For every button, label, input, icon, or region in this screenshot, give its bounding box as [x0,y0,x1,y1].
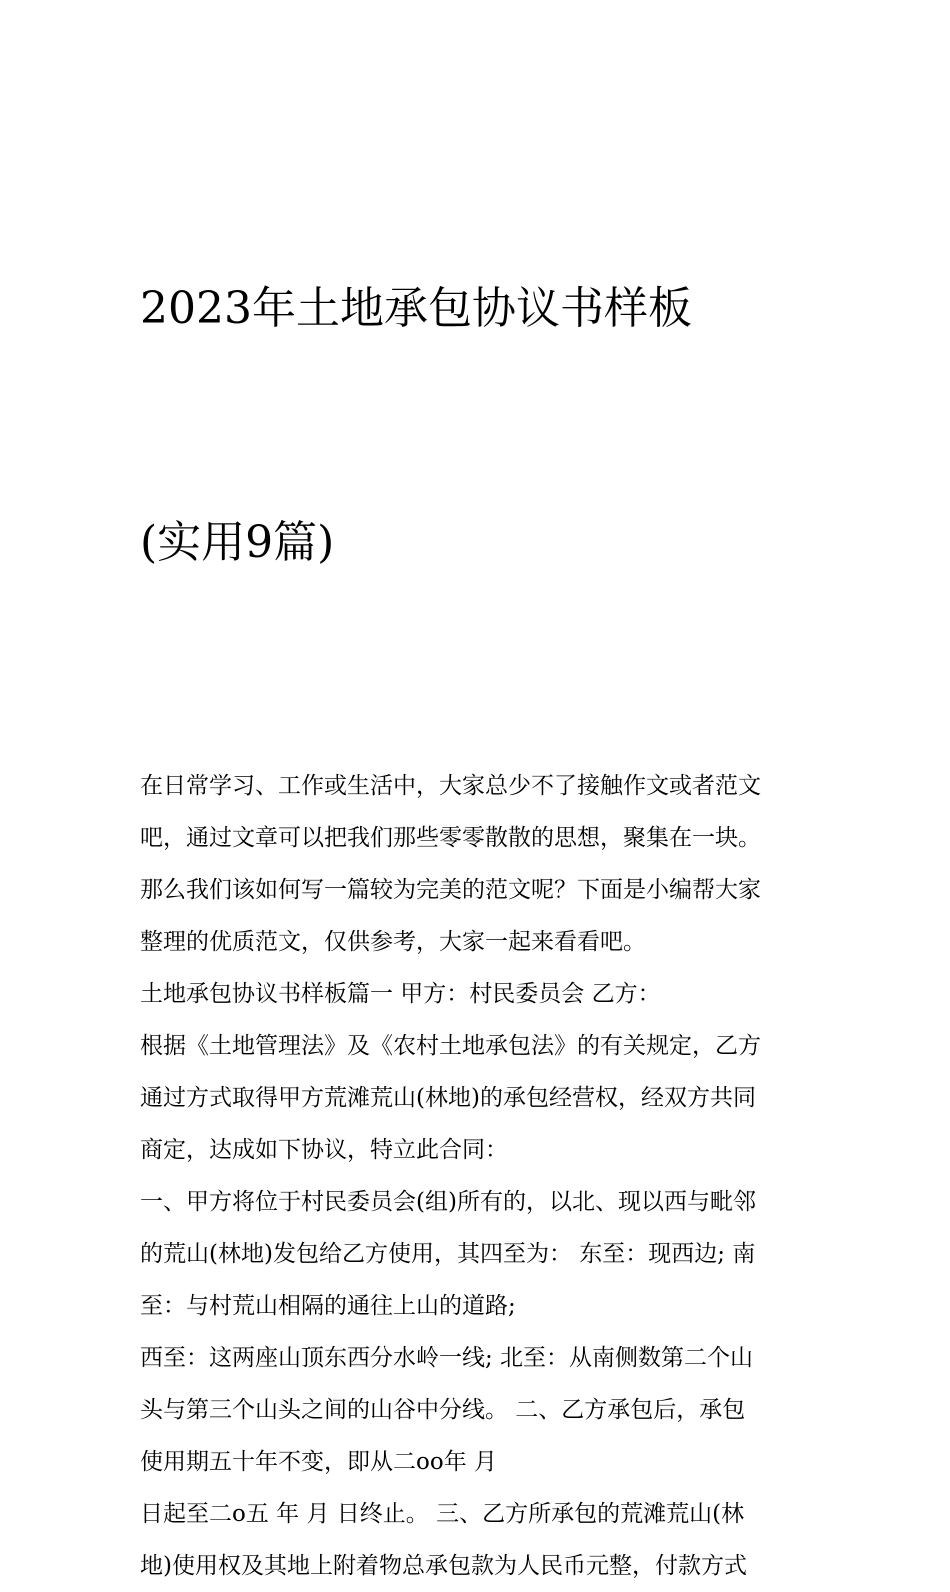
body-line-7: 通过方式取得甲方荒滩荒山(林地)的承包经营权，经双方共同 [140,1085,756,1111]
body-line-6: 根据《土地管理法》及《农村土地承包法》的有关规定，乙方 [140,1033,761,1059]
document-content [140,114,820,1592]
body-line-11: 至：与村荒山相隔的通往上山的道路; [140,1293,516,1319]
document-body [140,760,820,1592]
body-line-16: 地)使用权及其地上附着物总承包款为人民币元整，付款方式 [140,1553,747,1579]
body-line-5: 土地承包协议书样板篇一 甲方：村民委员会 乙方： [140,981,661,1007]
body-line-12: 西至：这两座山顶东西分水岭一线; 北至：从南侧数第二个山 [140,1345,754,1371]
body-line-13: 头与第三个山头之间的山谷中分线。 二、乙方承包后，承包 [140,1397,746,1423]
document-title [140,114,820,738]
body-line-1: 在日常学习、工作或生活中，大家总少不了接触作文或者范文 [140,773,761,799]
body-line-2: 吧，通过文章可以把我们那些零零散散的思想，聚集在一块。 [140,825,761,851]
body-line-8: 商定，达成如下协议，特立此合同： [140,1137,508,1163]
title-line-2: (实用9篇) [140,517,335,568]
body-line-15: 日起至二o五 年 月 日终止。 三、乙方所承包的荒滩荒山(林 [140,1501,745,1527]
body-line-3: 那么我们该如何写一篇较为完美的范文呢？下面是小编帮大家 [140,877,761,903]
body-line-10: 的荒山(林地)发包给乙方使用，其四至为： 东至：现西边; 南 [140,1241,756,1267]
body-line-14: 使用期五十年不变，即从二oo年 月 [140,1449,498,1475]
title-line-1: 2023年土地承包协议书样板 [140,283,692,334]
body-line-4: 整理的优质范文，仅供参考，大家一起来看看吧。 [140,929,646,955]
body-line-9: 一、甲方将位于村民委员会(组)所有的，以北、现以西与毗邻 [140,1189,756,1215]
